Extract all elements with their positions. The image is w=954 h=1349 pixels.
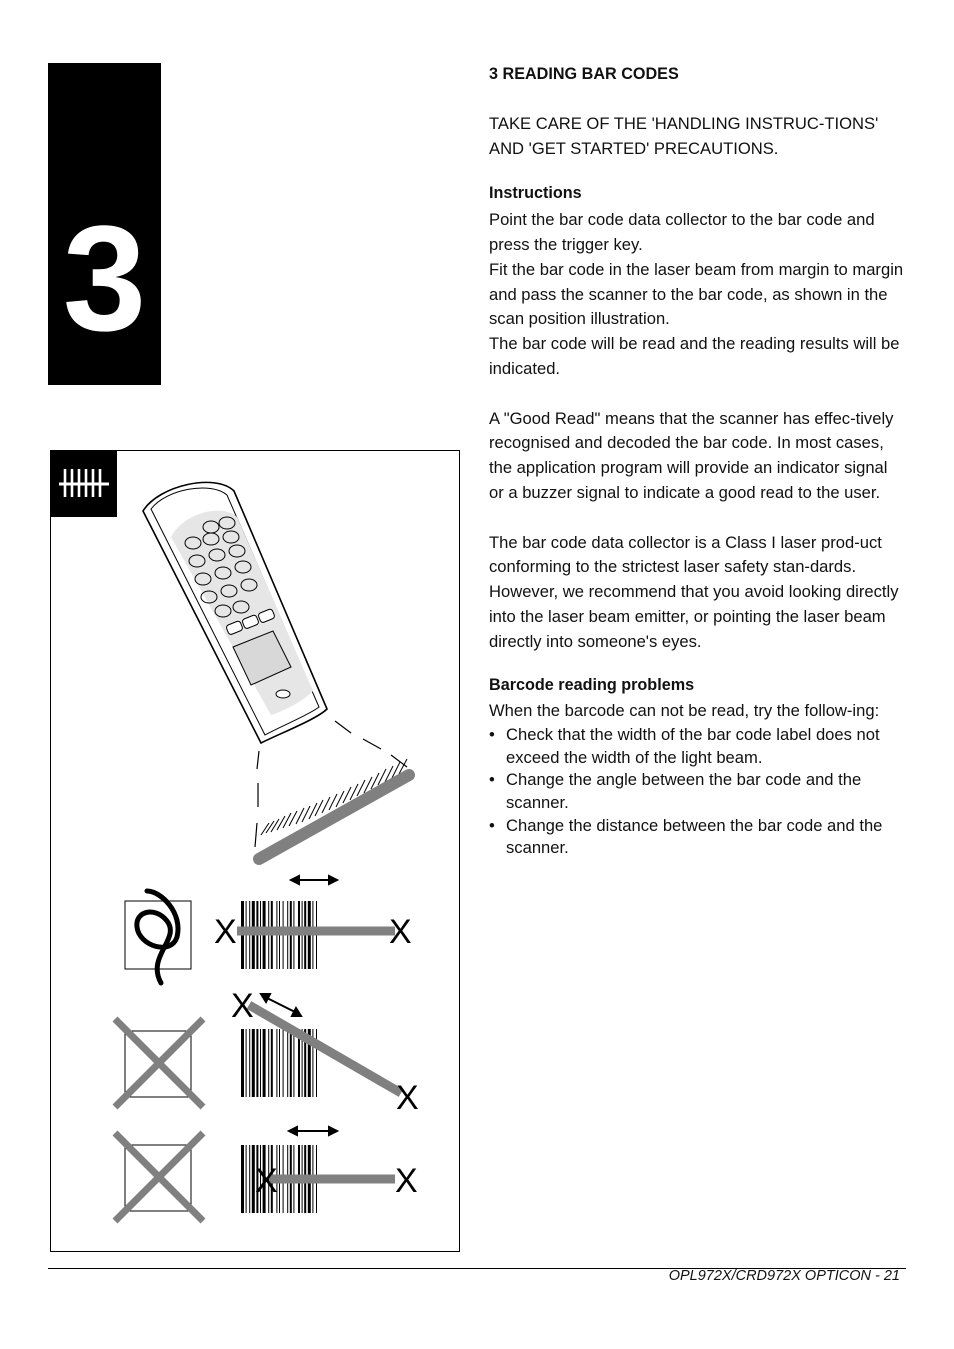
chapter-number: 3: [62, 194, 147, 362]
instruction-line: The bar code will be read and the reading results will be indicated.: [489, 334, 900, 378]
problems-intro: When the barcode can not be read, try the follow-ing:: [489, 701, 880, 721]
laser-safety-paragraph: The bar code data collector is a Class I laser prod-uct conforming to the strictest laser safety stan-dards. However, we recommend that you avoid looking directly into the laser beam emitter, or pointing the laser beam directly into someone's eyes.: [489, 532, 899, 651]
instruction-line: Fit the bar code in the laser beam from margin to margin and pass the scanner to the bar code, as shown in the scan position illustration.: [489, 259, 904, 329]
precaution-warning: TAKE CARE OF THE 'HANDLING INSTRUC-TIONS' AND 'GET STARTED' PRECAUTIONS.: [489, 113, 879, 158]
page-footer: OPL972X/CRD972X OPTICON - 21: [668, 1268, 900, 1284]
chapter-tab: [48, 63, 161, 385]
barcode-icon: [51, 451, 117, 517]
scanner-device: [143, 482, 327, 743]
instructions-heading: Instructions: [489, 184, 582, 203]
fail-marker: X: [255, 1162, 278, 1200]
fail-marker: X: [231, 987, 254, 1025]
good-read-paragraph: A "Good Read" means that the scanner has effec-tively recognised and decoded the bar code. In most cases, the application program will provide an indicator signal or a buzzer signal to indicate a good read to the user.: [489, 408, 894, 502]
fail-marker: X: [396, 1079, 419, 1117]
fail-marker: X: [389, 913, 412, 951]
list-item: • Change the distance between the bar code and the scanner.: [489, 815, 904, 860]
fail-marker: X: [214, 913, 237, 951]
instruction-line: Point the bar code data collector to the bar code and press the trigger key.: [489, 210, 875, 254]
list-item: • Change the angle between the bar code and the scanner.: [489, 769, 904, 814]
scan-position-illustration: [50, 450, 460, 1252]
text-column: [489, 62, 904, 860]
fail-marker: X: [395, 1162, 418, 1200]
problems-list: [489, 724, 904, 860]
section-title: 3 READING BAR CODES: [489, 65, 679, 83]
list-item: • Check that the width of the bar code label does not exceed the width of the light beam.: [489, 724, 904, 769]
problems-heading: Barcode reading problems: [489, 675, 695, 694]
